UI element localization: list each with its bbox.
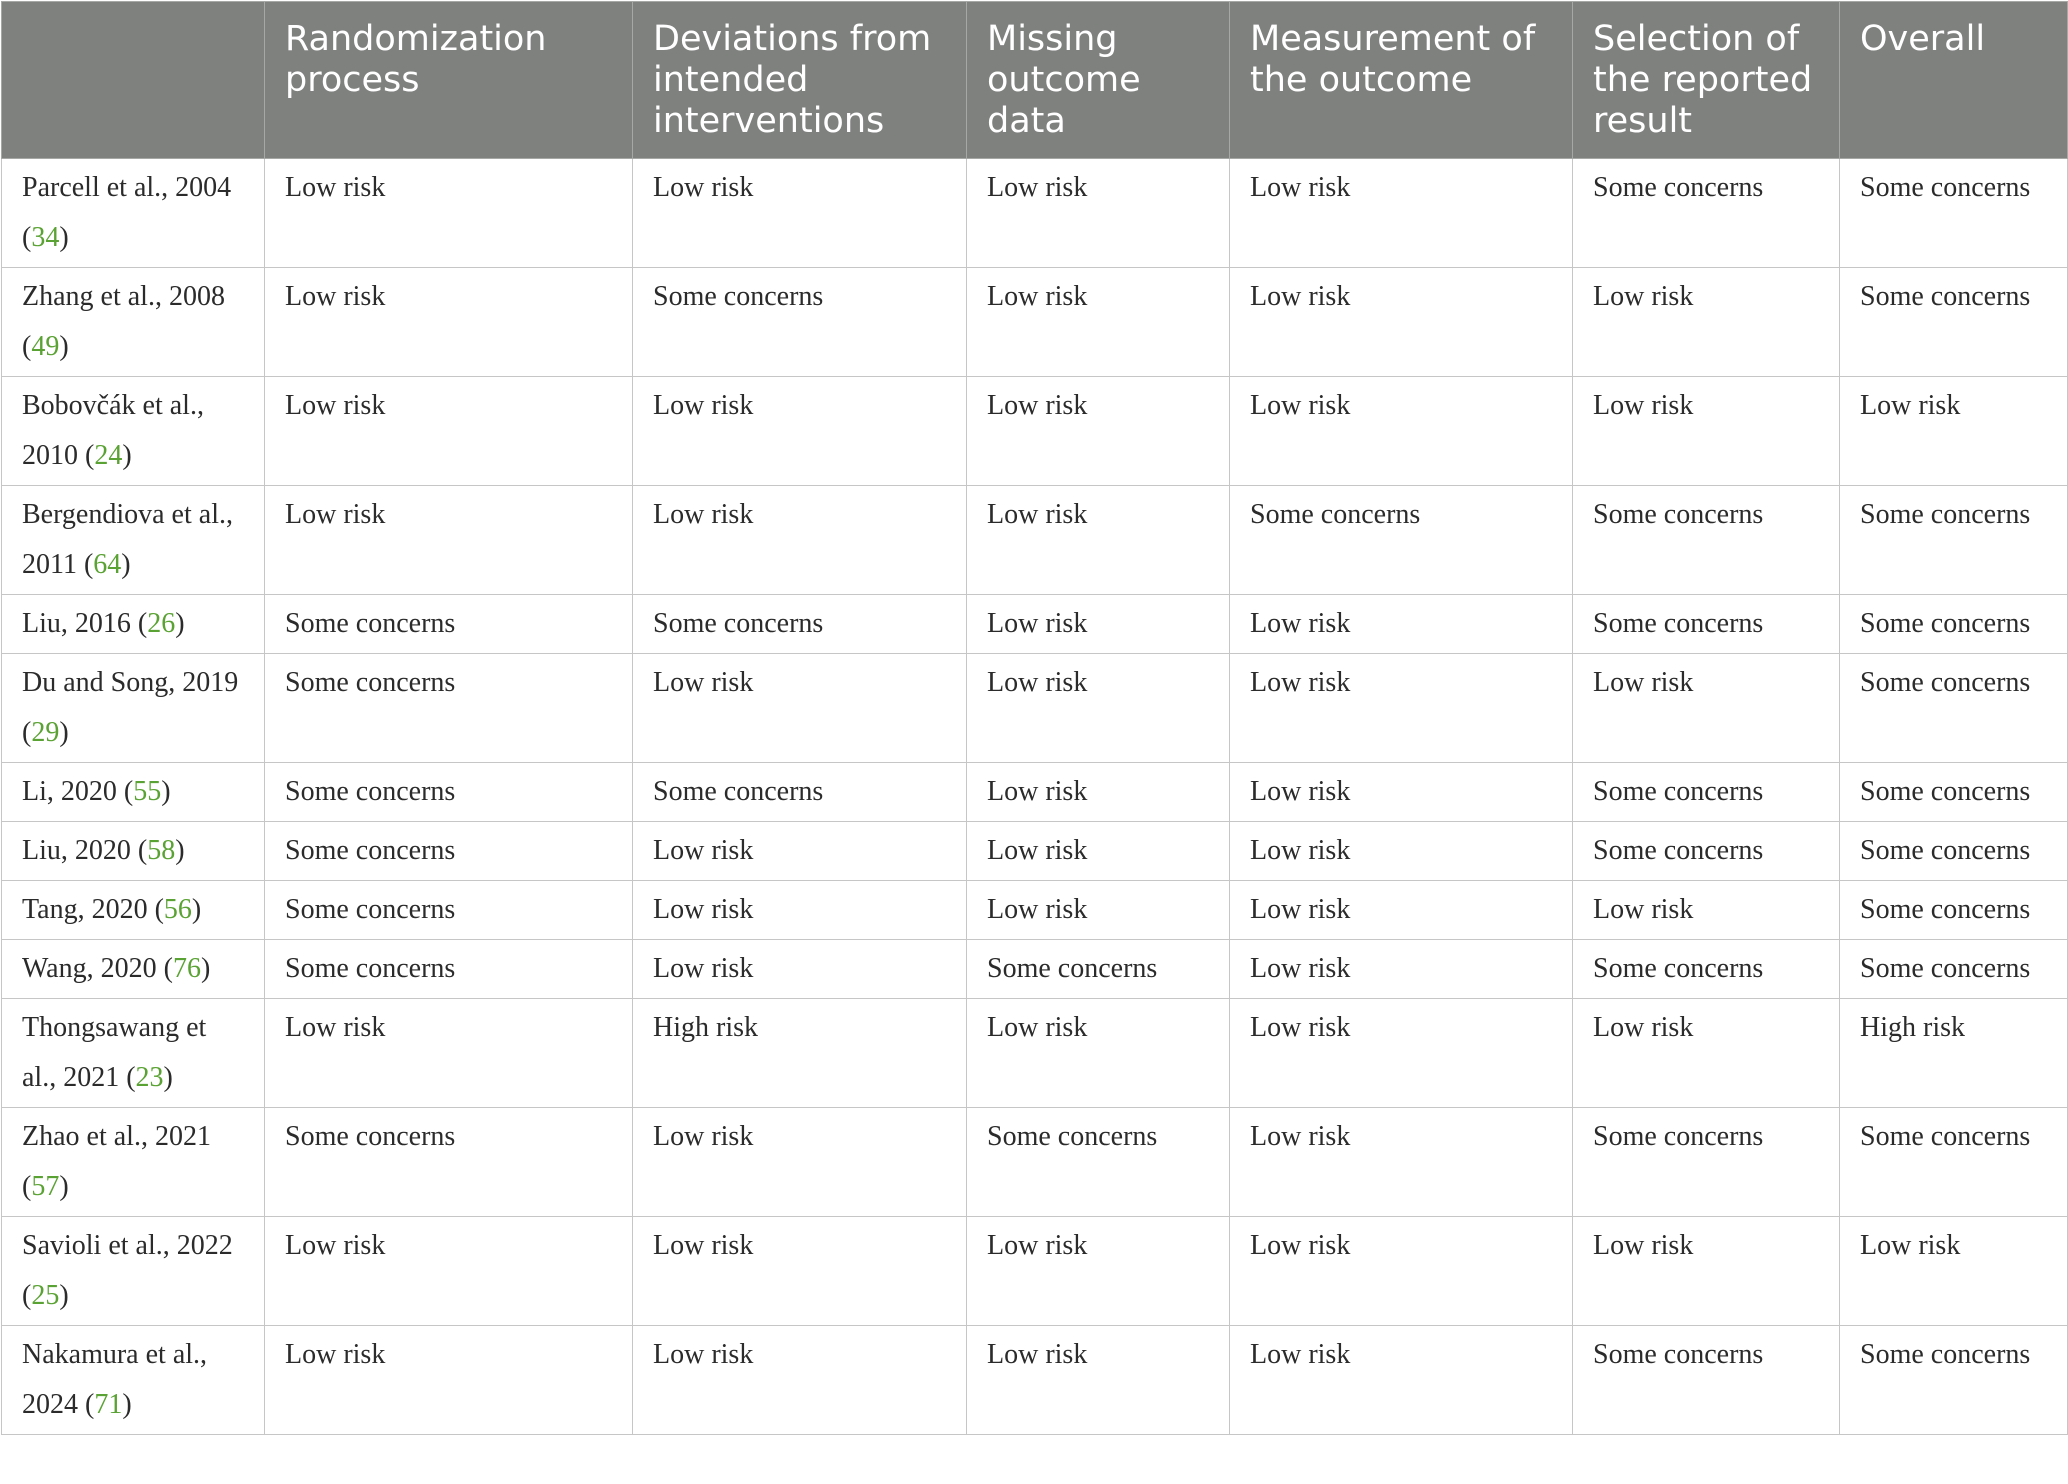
reference-close: ) (59, 222, 69, 253)
selection-cell: Low risk (1573, 654, 1840, 763)
overall-cell: Some concerns (1840, 1326, 2068, 1435)
selection-cell: Low risk (1573, 268, 1840, 377)
overall-cell: Some concerns (1840, 268, 2068, 377)
overall-cell: Some concerns (1840, 940, 2068, 999)
deviations-cell: Low risk (633, 822, 967, 881)
table-body (2, 159, 2068, 1435)
study-cell (2, 1217, 265, 1326)
reference-link[interactable]: 71 (94, 1389, 123, 1420)
overall-cell: Some concerns (1840, 822, 2068, 881)
selection-cell: Some concerns (1573, 763, 1840, 822)
measurement-cell: Low risk (1230, 654, 1573, 763)
table-row (2, 763, 2068, 822)
table-row (2, 1326, 2068, 1435)
missing-data-cell: Low risk (967, 1326, 1230, 1435)
study-cell (2, 595, 265, 654)
selection-cell: Some concerns (1573, 822, 1840, 881)
measurement-cell: Low risk (1230, 940, 1573, 999)
randomization-cell: Some concerns (265, 595, 633, 654)
reference-close: ) (175, 835, 185, 866)
table-row (2, 822, 2068, 881)
reference-link[interactable]: 25 (31, 1280, 60, 1311)
reference-link[interactable]: 57 (31, 1171, 60, 1202)
study-cell (2, 763, 265, 822)
missing-data-cell: Low risk (967, 881, 1230, 940)
study-cell (2, 1108, 265, 1217)
reference-close: ) (59, 331, 69, 362)
study-cell (2, 822, 265, 881)
measurement-cell: Some concerns (1230, 486, 1573, 595)
overall-cell: Some concerns (1840, 881, 2068, 940)
measurement-cell: Low risk (1230, 1326, 1573, 1435)
table-row (2, 486, 2068, 595)
study-name: Parcell et al., 2004 ( (22, 172, 232, 253)
randomization-cell: Some concerns (265, 822, 633, 881)
study-cell (2, 999, 265, 1108)
overall-cell: Some concerns (1840, 654, 2068, 763)
study-name: Liu, 2020 ( (22, 835, 148, 866)
study-cell (2, 940, 265, 999)
selection-cell: Low risk (1573, 377, 1840, 486)
reference-close: ) (161, 776, 171, 807)
header-study (2, 2, 265, 159)
table-row (2, 268, 2068, 377)
header-missing-data: Missing outcome data (967, 2, 1230, 159)
selection-cell: Low risk (1573, 999, 1840, 1108)
study-name: Savioli et al., 2022 ( (22, 1230, 233, 1311)
deviations-cell: Low risk (633, 881, 967, 940)
missing-data-cell: Low risk (967, 763, 1230, 822)
header-randomization: Randomization process (265, 2, 633, 159)
study-name: Nakamura et al., 2024 ( (22, 1339, 208, 1420)
randomization-cell: Some concerns (265, 881, 633, 940)
missing-data-cell: Low risk (967, 159, 1230, 268)
study-cell (2, 654, 265, 763)
header-selection: Selection of the reported result (1573, 2, 1840, 159)
reference-link[interactable]: 58 (147, 835, 176, 866)
missing-data-cell: Low risk (967, 595, 1230, 654)
selection-cell: Some concerns (1573, 1108, 1840, 1217)
overall-cell: Some concerns (1840, 159, 2068, 268)
reference-link[interactable]: 26 (147, 608, 176, 639)
study-name: Zhang et al., 2008 ( (22, 281, 225, 362)
deviations-cell: Some concerns (633, 763, 967, 822)
randomization-cell: Some concerns (265, 763, 633, 822)
selection-cell: Some concerns (1573, 486, 1840, 595)
reference-link[interactable]: 55 (133, 776, 162, 807)
study-name: Bergendiova et al., 2011 ( (22, 499, 233, 580)
deviations-cell: Low risk (633, 940, 967, 999)
deviations-cell: High risk (633, 999, 967, 1108)
deviations-cell: Some concerns (633, 595, 967, 654)
deviations-cell: Low risk (633, 1108, 967, 1217)
missing-data-cell: Low risk (967, 654, 1230, 763)
randomization-cell: Low risk (265, 268, 633, 377)
missing-data-cell: Some concerns (967, 940, 1230, 999)
reference-close: ) (191, 894, 202, 925)
overall-cell: Low risk (1840, 377, 2068, 486)
study-name: Thongsawang et al., 2021 ( (22, 1012, 207, 1093)
missing-data-cell: Low risk (967, 268, 1230, 377)
table-row (2, 1108, 2068, 1217)
randomization-cell: Low risk (265, 486, 633, 595)
reference-link[interactable]: 64 (93, 549, 122, 580)
study-cell (2, 268, 265, 377)
reference-link[interactable]: 76 (172, 953, 201, 984)
randomization-cell: Some concerns (265, 654, 633, 763)
study-name: Liu, 2016 ( (22, 608, 148, 639)
randomization-cell: Low risk (265, 1217, 633, 1326)
table-row (2, 654, 2068, 763)
study-cell (2, 159, 265, 268)
header-row (2, 2, 2068, 159)
study-cell (2, 881, 265, 940)
overall-cell: Some concerns (1840, 486, 2068, 595)
randomization-cell: Some concerns (265, 1108, 633, 1217)
selection-cell: Low risk (1573, 881, 1840, 940)
reference-close: ) (200, 953, 211, 984)
table-row (2, 159, 2068, 268)
header-overall: Overall (1840, 2, 2068, 159)
selection-cell: Some concerns (1573, 940, 1840, 999)
reference-close: ) (122, 1389, 132, 1420)
randomization-cell: Low risk (265, 159, 633, 268)
measurement-cell: Low risk (1230, 377, 1573, 486)
selection-cell: Some concerns (1573, 1326, 1840, 1435)
deviations-cell: Some concerns (633, 268, 967, 377)
missing-data-cell: Some concerns (967, 1108, 1230, 1217)
missing-data-cell: Low risk (967, 822, 1230, 881)
deviations-cell: Low risk (633, 486, 967, 595)
reference-link[interactable]: 56 (163, 894, 192, 925)
deviations-cell: Low risk (633, 377, 967, 486)
measurement-cell: Low risk (1230, 881, 1573, 940)
missing-data-cell: Low risk (967, 486, 1230, 595)
reference-close: ) (121, 549, 131, 580)
deviations-cell: Low risk (633, 654, 967, 763)
randomization-cell: Low risk (265, 1326, 633, 1435)
missing-data-cell: Low risk (967, 1217, 1230, 1326)
overall-cell: Low risk (1840, 1217, 2068, 1326)
table-row (2, 999, 2068, 1108)
measurement-cell: Low risk (1230, 999, 1573, 1108)
randomization-cell: Low risk (265, 999, 633, 1108)
table-row (2, 1217, 2068, 1326)
risk-of-bias-table (1, 1, 2068, 1435)
study-name: Zhao et al., 2021 ( (22, 1121, 211, 1202)
deviations-cell: Low risk (633, 1217, 967, 1326)
header-deviations: Deviations from intended interventions (633, 2, 967, 159)
missing-data-cell: Low risk (967, 999, 1230, 1108)
selection-cell: Low risk (1573, 1217, 1840, 1326)
randomization-cell: Low risk (265, 377, 633, 486)
header-measurement: Measurement of the outcome (1230, 2, 1573, 159)
reference-link[interactable]: 34 (31, 222, 60, 253)
study-cell (2, 377, 265, 486)
measurement-cell: Low risk (1230, 595, 1573, 654)
reference-link[interactable]: 23 (135, 1062, 164, 1093)
measurement-cell: Low risk (1230, 268, 1573, 377)
reference-close: ) (122, 440, 132, 471)
table-row (2, 595, 2068, 654)
reference-close: ) (59, 1171, 69, 1202)
deviations-cell: Low risk (633, 159, 967, 268)
table-row (2, 881, 2068, 940)
reference-close: ) (175, 608, 185, 639)
overall-cell: Some concerns (1840, 595, 2068, 654)
reference-close: ) (163, 1062, 173, 1093)
table-row (2, 377, 2068, 486)
reference-close: ) (59, 717, 69, 748)
missing-data-cell: Low risk (967, 377, 1230, 486)
study-name: Li, 2020 ( (22, 776, 134, 807)
overall-cell: Some concerns (1840, 763, 2068, 822)
study-name: Wang, 2020 ( (22, 953, 173, 984)
measurement-cell: Low risk (1230, 159, 1573, 268)
overall-cell: High risk (1840, 999, 2068, 1108)
reference-link[interactable]: 49 (31, 331, 60, 362)
measurement-cell: Low risk (1230, 1217, 1573, 1326)
study-name: Du and Song, 2019 ( (22, 667, 239, 748)
reference-link[interactable]: 24 (94, 440, 123, 471)
measurement-cell: Low risk (1230, 822, 1573, 881)
study-cell (2, 1326, 265, 1435)
table-row (2, 940, 2068, 999)
study-cell (2, 486, 265, 595)
reference-link[interactable]: 29 (31, 717, 60, 748)
study-name: Tang, 2020 ( (22, 894, 164, 925)
selection-cell: Some concerns (1573, 159, 1840, 268)
selection-cell: Some concerns (1573, 595, 1840, 654)
randomization-cell: Some concerns (265, 940, 633, 999)
measurement-cell: Low risk (1230, 763, 1573, 822)
study-name: Bobovčák et al., 2010 ( (22, 390, 204, 471)
measurement-cell: Low risk (1230, 1108, 1573, 1217)
overall-cell: Some concerns (1840, 1108, 2068, 1217)
deviations-cell: Low risk (633, 1326, 967, 1435)
reference-close: ) (59, 1280, 69, 1311)
